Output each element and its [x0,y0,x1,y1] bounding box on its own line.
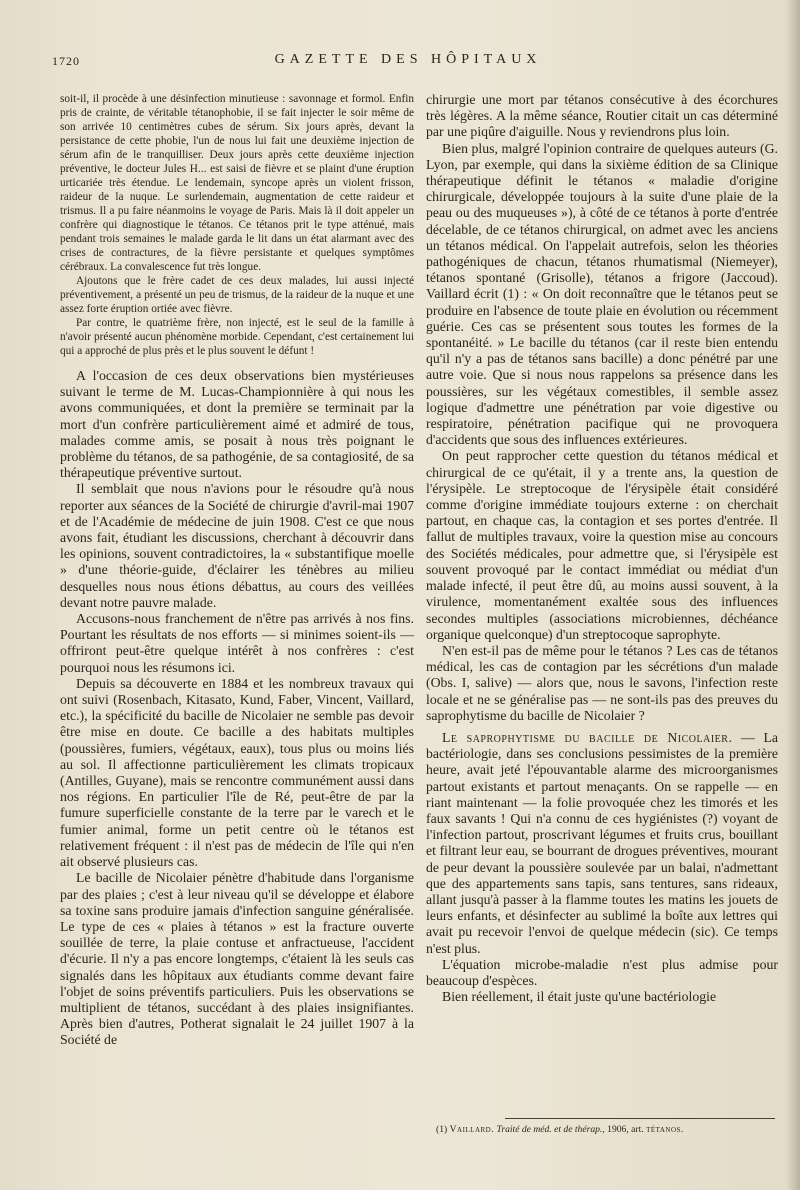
main-text [60,368,414,1049]
footnote-marker: (1) [436,1124,448,1135]
paragraph: A l'occasion de ces deux observations bien mystérieuses suivant le terme de M. Lucas-Championnière à qui nous les avons communiquées, et dont la première se terminait par la mort d'un confrère particulièrement aimé et admiré de tous, malades comme amis, se posait à nous très poignant le problème du tétanos, de sa pathogénie, de sa contagiosité, de sa thérapeutique préventive surtout. [60,368,414,481]
footnote-title: Traité de méd. et de thérap., [496,1124,605,1135]
paragraph: Le bacille de Nicolaier pénètre d'habitude dans l'organisme par des plaies ; c'est à leur niveau qu'il se développe et élabore sa toxine sans produire jamais d'infection sanguine généralisée. Le type de ces « plaies à tétanos » est la fracture ouverte souillée de terre, la plaie contuse et anfractueuse, l'accident d'écurie. Il n'y a pas encore longtemps, c'étaient là les seuls cas signalés dans les hôpitaux aux étudiants comme devant faire l'objet de soins préventifs particuliers. Puis les observations se multiplient de tétanos, succédant à des plaies insignifiantes. Après bien d'autres, Potherat signalait le 24 juillet 1907 à la Société de [60,870,414,1048]
paragraph: Par contre, le quatrième frère, non injecté, est le seul de la famille à n'avoir présenté aucun phénomène morbide. Cependant, c'est certainement lui qui a approché de plus près et le plus souvent le défunt ! [60,317,414,357]
section-text: — La bactériologie, dans ses conclusions pessimistes de la première heure, avait jeté l'épouvantable alarme des microorganismes partout existants et partout menaçants. On se rappelle — en riant maintenant — la folie provoquée chez les timorés et les faux savants ! Qui n'a connu de ces hygiénistes (?) voyant de l'infection partout, proscrivant légumes et fruits crus, bouillant et filtrant leur eau, se bourrant de drogues préventives, mourant de peur devant la poussière soulevée par un balai, n'admettant que des appartements sans tapis, sans tentures, sans rideaux, allant jusqu'à passer à la flamme toutes les matins les jouets de leurs enfants, et désinfecter au sublimé la boîte aux lettres qui avait pu recevoir l'envoi de quelque médecin (sic). Ce temps n'est plus. [426,729,778,956]
paragraph: Il semblait que nous n'avions pour le résoudre qu'à nous reporter aux séances de la Société de chirurgie d'avril-mai 1907 et de l'Académie de médecine de juin 1908. C'est ce que nous avons fait, étudiant les discussions, cherchant à découvrir dans les opinions, souvent contradictoires, la « substantifique moelle » d'une théorie-guide, d'éclairer les ténèbres au milieu desquelles nous nous étions débattus, au cours des veillées devant notre pauvre malade. [60,481,414,610]
right-column [426,92,778,1005]
paragraph: On peut rapprocher cette question du tétanos médical et chirurgical de ce qu'était, il y a trente ans, la question de l'érysipèle. Le streptocoque de l'érysipèle était considéré comme d'origine immédiate toujours externe : on cherchait partout, en chaque cas, la contagion et ses portes d'entrée. Il fallut de multiples travaux, voire la question mise au concours des Sociétés médicales, pour admettre que, si l'érysipèle est souvent provoqué par le contact immédiat ou médiat d'un malade infecté, il peut être dû, au moins aussi souvent, à la virulence, momentanément exaltée sous des influences secondes multiples (associations microbiennes, déchéance organique quelconque) d'un streptocoque saprophyte. [426,448,778,642]
footnote [436,1124,776,1136]
paragraph: L'équation microbe-maladie n'est plus admise pour beaucoup d'espèces. [426,956,778,988]
paragraph: N'en est-il pas de même pour le tétanos ? Les cas de tétanos médical, les cas de contagion par les sécrétions d'un malade (Obs. I, salive) — alors que, nous le savons, l'infection reste locale et ne se généralise pas — ne sont-ils pas des preuves du saprophytisme du bacille de Nicolaier ? [426,642,778,723]
paragraph: chirurgie une mort par tétanos consécutive à des écorchures très légères. A la même séance, Routier citait un cas déterminé par une piqûre d'aiguille. Nous y reviendrons plus loin. [426,92,778,140]
paragraph: Bien réellement, il était juste qu'une bactériologie [442,989,717,1005]
paragraph: Accusons-nous franchement de n'être pas arrivés à nos fins. Pourtant les résultats de nos efforts — si minimes soient-ils — offriront peut-être quelque intérêt à nos confrères : c'est pourquoi nous les résumons ici. [60,611,414,675]
case-report-small-print [60,92,414,358]
main-text-continued [426,92,778,1005]
paragraph: Ajoutons que le frère cadet de ces deux malades, lui aussi injecté préventivement, a présenté un peu de trismus, de la raideur de la nuque et une assez forte éruption ortiée avec fièvre. [60,275,414,315]
page-header [52,50,764,72]
left-column [60,92,414,1049]
page-number: 1720 [52,54,80,68]
section-heading: Le saprophytisme du bacille de Nicolaier. [442,729,733,745]
footnote-section: tétanos. [646,1124,684,1135]
journal-title: GAZETTE DES HÔPITAUX [274,52,542,67]
footnote-author: Vaillard. [449,1124,495,1135]
paragraph: Depuis sa découverte en 1884 et les nombreux travaux qui ont suivi (Rosenbach, Kitasato, Kund, Faber, Vincent, Vaillard, etc.), la spécificité du bacille de Nicolaier ne semble pas devoir être mise en doute. Ce bacille a des habitats multiples (poussières, fumiers, végétaux, eaux), tous plus ou moins liés au sol. Il affectionne particulièrement les climats tropicaux (Antilles, Guyane), mais se rencontre communément aussi dans nos régions. En particulier l'île de Ré, peut-être de par la fumure superficielle constante de la terre par le varech et le fumier animal, forme un petit centre où le tétanos est relativement fréquent : il n'est pas de médecin de l'île qui n'en ait observé plusieurs cas. [60,675,414,870]
paragraph: soit-il, il procède à une désinfection minutieuse : savonnage et formol. Enfin pris de crainte, de véritable tétanophobie, il se fait injecter le soir même de son arrivée 10 centimètres cubes de sérum. Six jours après, devant la persistance de cette phobie, l'un de nous lui fait une deuxième injection de sérum afin de le tranquilliser. Deux jours après cette deuxième injection préventive, le docteur Jules H... est saisi de fièvre et se plaint d'une éruption urticariée très étendue. Le lendemain, syncope après un violent frisson, raideur de la nuque. Le surlendemain, augmentation de cette raideur et trismus. Il a pu faire néanmoins le voyage de Paris. Mais là il doit appeler un confrère qui diagnostique le tétanos. Ce tétanos prit le type atténué, mais pendant trois semaines le malade garda le lit dans un état alarmant avec des crises de contractures, de la fièvre persistante et quelques symptômes cérébraux. La convalescence fut très longue. [60,93,414,273]
footnote-details: 1906, art. [607,1124,644,1135]
footnote-divider [505,1118,775,1119]
section-paragraph [426,730,778,957]
page-edge-shadow [786,0,800,1190]
paragraph: Bien plus, malgré l'opinion contraire de quelques auteurs (G. Lyon, par exemple, qui dans la sixième édition de sa Clinique thérapeutique définit le tétanos « maladie d'origine chirurgicale, développée toujours à la suite d'une plaie de la peau ou des muqueuses »), à côté de ce tétanos à porte d'entrée décelable, de ce tétanos chirurgical, on admet avec les anciens un tétanos médical. On l'appelait autrefois, selon les théories pathogéniques de chacun, tétanos rhumatismal (Niemeyer), tétanos spontané (Grisolle), tétanos a frigore (Jaccoud). Vaillard écrit (1) : « On doit reconnaître que le tétanos peut se produire en l'absence de toute plaie en évolution ou récemment guérie. Ces cas se présentent sous toutes les formes de la spontanéité. » Le bacille du tétanos (car il reste bien entendu qu'il n'y a pas de tétanos sans bacille) a donc pénétré par une autre voie. Que si nous nous rappelons sa présence dans les poussières, sur les végétaux comestibles, il semble assez logique d'admettre une pénétration par voie digestive ou respiratoire, pénétration pacifique qui ne provoquera d'accidents que sous des influences extérieures. [426,140,778,448]
